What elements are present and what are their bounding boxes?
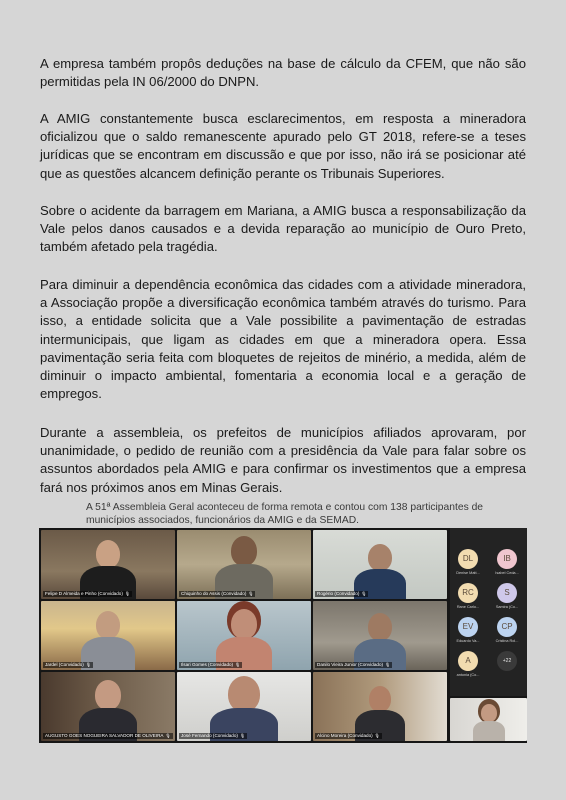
participant-name: Danilo Vieira Junior (Convidado) 🎙 xyxy=(317,662,391,667)
participant-tile xyxy=(41,601,175,670)
participant-tile xyxy=(450,698,527,741)
participant-avatar[interactable]: DL xyxy=(458,549,478,569)
participant-avatar[interactable]: A xyxy=(458,651,478,671)
participant-name: Felipe D Almeida e Pinho (Convidado) 🎙 xyxy=(45,591,130,596)
microphone-icon: 🎙 xyxy=(385,662,391,667)
microphone-icon: 🎙 xyxy=(361,591,367,596)
paragraph-assembleia: Durante a assembleia, os prefeitos de municípios afiliados aprovaram, por unanimidade, o pedido de reunião com a presidência da Vale para falar sobre os assuntos abordados pela AMIG e para confirmar os investimentos que a empresa fará nos próximos anos em Minas Gerais. xyxy=(40,425,526,495)
participant-name: Rogério (Convidado) 🎙 xyxy=(317,591,367,596)
more-participants-button[interactable]: +22 xyxy=(497,651,517,671)
participant-tile xyxy=(313,530,447,599)
participant-tile xyxy=(177,530,311,599)
paragraph-cfem: A empresa também propôs deduções na base de cálculo da CFEM, que não são permitidas pela IN 06/2000 do DNPN. xyxy=(40,56,526,90)
microphone-icon: 🎙 xyxy=(235,662,241,667)
participant-avatar[interactable]: CP xyxy=(497,617,517,637)
microphone-icon: 🎙 xyxy=(239,733,246,738)
photo-caption: A 51ª Assembleia Geral aconteceu de forma remota e contou com 138 participantes de municípios associados, funcionários da AMIG e da SEMAD. xyxy=(86,502,484,526)
microphone-icon: 🎙 xyxy=(85,662,91,667)
participant-tile xyxy=(313,601,447,670)
participant-avatar-name: antonia (Co... xyxy=(456,673,480,677)
microphone-icon: 🎙 xyxy=(248,591,254,596)
microphone-icon: 🎙 xyxy=(165,733,171,738)
participant-name: José Fernando (Convidado) 🎙 xyxy=(181,733,246,738)
participant-tile xyxy=(177,601,311,670)
participant-tile xyxy=(313,672,447,741)
participant-tile xyxy=(41,672,175,741)
participant-name: AUGUSTO GOES NOGUEIRA SALVADOR DE OLIVEIRA 🎙 xyxy=(45,733,171,738)
microphone-icon: 🎙 xyxy=(374,733,380,738)
participant-avatar-name: Rane Carlo... xyxy=(456,605,480,609)
participant-avatar[interactable]: RC xyxy=(458,583,478,603)
participant-list xyxy=(450,528,527,696)
participant-avatar-name: Samira (Co... xyxy=(495,605,519,609)
paragraph-amig-esclarecimentos: A AMIG constantemente busca esclarecimentos, em resposta a mineradora oficializou que o saldo remanescente apurado pelo GT 2018, refere-se a teses jurídicas que se encontram em discussão e que por isso, não irá se posicionar até que as questões alcancem definição perante os Tribunais Superiores. xyxy=(40,111,526,181)
participant-avatar-name: Isabel Ceda... xyxy=(495,571,519,575)
participant-name: Jardel (Convidado) 🎙 xyxy=(45,662,91,667)
microphone-icon: 🎙 xyxy=(124,591,130,596)
paragraph-turismo: Para diminuir a dependência econômica das cidades com a atividade mineradora, a Associação propõe a diversificação econômica também através do turismo. Para isso, a entidade solicita que a Vale possibilite a pavimentação de estradas intermunicipais, que ligam as cidades em que a mineradora opera. Essa pavimentação seria feita com bloquetes de rejeitos de minério, a medida, além de diminuir o impacto ambiental, fomentaria a economia local e a geração de empregos. xyxy=(40,277,526,402)
participant-tile xyxy=(177,672,311,741)
paragraph-mariana: Sobre o acidente da barragem em Mariana, a AMIG busca a responsabilização da Vale pelos danos causados e a devida reparação ao município de Ouro Preto, também afetado pela tragédia. xyxy=(40,203,526,255)
participant-avatar[interactable]: IB xyxy=(497,549,517,569)
participant-name: Chiquinho do Assis (Convidado) 🎙 xyxy=(181,591,254,596)
participant-tile xyxy=(41,530,175,599)
participant-avatar[interactable]: S xyxy=(497,583,517,603)
participant-avatar[interactable]: EV xyxy=(458,617,478,637)
participant-avatar-name: Denise Matt... xyxy=(456,571,480,575)
participant-avatar-name: Cristina Rol... xyxy=(495,639,519,643)
participant-avatar-name: Eduardo Va... xyxy=(456,639,480,643)
participant-name: Ilsari Gomes (Convidado) 🎙 xyxy=(181,662,241,667)
participant-name: Alcino Moreira (Convidado) 🎙 xyxy=(317,733,380,738)
video-call-screenshot xyxy=(39,528,527,743)
